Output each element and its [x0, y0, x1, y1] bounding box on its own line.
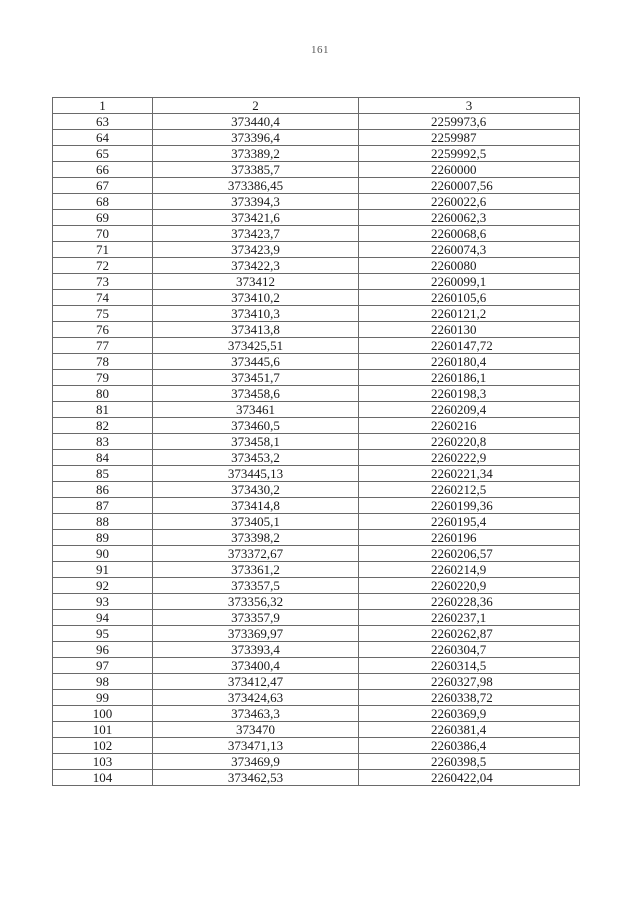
table-row — [53, 754, 580, 770]
table-row — [53, 498, 580, 514]
point-number-cell: 88 — [53, 514, 153, 530]
x-coordinate-cell: 373405,1 — [153, 514, 359, 530]
table-row — [53, 546, 580, 562]
x-coordinate-cell: 373398,2 — [153, 530, 359, 546]
table-row — [53, 226, 580, 242]
y-coordinate-cell: 2260000 — [359, 162, 580, 178]
point-number-cell: 86 — [53, 482, 153, 498]
y-coordinate-cell: 2260206,57 — [359, 546, 580, 562]
table-row — [53, 674, 580, 690]
table-row — [53, 130, 580, 146]
y-coordinate-cell: 2260220,8 — [359, 434, 580, 450]
point-number-cell: 69 — [53, 210, 153, 226]
y-coordinate-cell: 2260022,6 — [359, 194, 580, 210]
column-header-x: 2 — [153, 98, 359, 114]
y-coordinate-cell: 2260186,1 — [359, 370, 580, 386]
x-coordinate-cell: 373369,97 — [153, 626, 359, 642]
x-coordinate-cell: 373394,3 — [153, 194, 359, 210]
point-number-cell: 97 — [53, 658, 153, 674]
x-coordinate-cell: 373389,2 — [153, 146, 359, 162]
x-coordinate-cell: 373469,9 — [153, 754, 359, 770]
x-coordinate-cell: 373400,4 — [153, 658, 359, 674]
y-coordinate-cell: 2260369,9 — [359, 706, 580, 722]
y-coordinate-cell: 2260212,5 — [359, 482, 580, 498]
point-number-cell: 84 — [53, 450, 153, 466]
x-coordinate-cell: 373425,51 — [153, 338, 359, 354]
point-number-cell: 92 — [53, 578, 153, 594]
y-coordinate-cell: 2260074,3 — [359, 242, 580, 258]
x-coordinate-cell: 373462,53 — [153, 770, 359, 786]
table-row — [53, 418, 580, 434]
y-coordinate-cell: 2260121,2 — [359, 306, 580, 322]
y-coordinate-cell: 2260314,5 — [359, 658, 580, 674]
x-coordinate-cell: 373423,9 — [153, 242, 359, 258]
x-coordinate-cell: 373414,8 — [153, 498, 359, 514]
point-number-cell: 64 — [53, 130, 153, 146]
y-coordinate-cell: 2260338,72 — [359, 690, 580, 706]
x-coordinate-cell: 373430,2 — [153, 482, 359, 498]
point-number-cell: 77 — [53, 338, 153, 354]
point-number-cell: 99 — [53, 690, 153, 706]
point-number-cell: 96 — [53, 642, 153, 658]
table-row — [53, 594, 580, 610]
point-number-cell: 98 — [53, 674, 153, 690]
x-coordinate-cell: 373356,32 — [153, 594, 359, 610]
y-coordinate-cell: 2260105,6 — [359, 290, 580, 306]
y-coordinate-cell: 2260199,36 — [359, 498, 580, 514]
point-number-cell: 89 — [53, 530, 153, 546]
x-coordinate-cell: 373423,7 — [153, 226, 359, 242]
table-row — [53, 290, 580, 306]
table-body — [53, 114, 580, 786]
y-coordinate-cell: 2259973,6 — [359, 114, 580, 130]
y-coordinate-cell: 2260228,36 — [359, 594, 580, 610]
table-row — [53, 402, 580, 418]
point-number-cell: 93 — [53, 594, 153, 610]
table-row — [53, 354, 580, 370]
y-coordinate-cell: 2260216 — [359, 418, 580, 434]
table-row — [53, 450, 580, 466]
table-row — [53, 658, 580, 674]
point-number-cell: 82 — [53, 418, 153, 434]
point-number-cell: 78 — [53, 354, 153, 370]
point-number-cell: 91 — [53, 562, 153, 578]
x-coordinate-cell: 373451,7 — [153, 370, 359, 386]
table-row — [53, 738, 580, 754]
x-coordinate-cell: 373412,47 — [153, 674, 359, 690]
x-coordinate-cell: 373471,13 — [153, 738, 359, 754]
y-coordinate-cell: 2260381,4 — [359, 722, 580, 738]
y-coordinate-cell: 2259992,5 — [359, 146, 580, 162]
table-row — [53, 210, 580, 226]
table-row — [53, 578, 580, 594]
column-header-y: 3 — [359, 98, 580, 114]
point-number-cell: 90 — [53, 546, 153, 562]
y-coordinate-cell: 2260422,04 — [359, 770, 580, 786]
x-coordinate-cell: 373386,45 — [153, 178, 359, 194]
point-number-cell: 83 — [53, 434, 153, 450]
x-coordinate-cell: 373440,4 — [153, 114, 359, 130]
y-coordinate-cell: 2260237,1 — [359, 610, 580, 626]
table-row — [53, 194, 580, 210]
x-coordinate-cell: 373461 — [153, 402, 359, 418]
y-coordinate-cell: 2260221,34 — [359, 466, 580, 482]
y-coordinate-cell: 2260196 — [359, 530, 580, 546]
y-coordinate-cell: 2260222,9 — [359, 450, 580, 466]
table-row — [53, 482, 580, 498]
point-number-cell: 73 — [53, 274, 153, 290]
y-coordinate-cell: 2260080 — [359, 258, 580, 274]
table-row — [53, 514, 580, 530]
x-coordinate-cell: 373361,2 — [153, 562, 359, 578]
x-coordinate-cell: 373422,3 — [153, 258, 359, 274]
table-row — [53, 146, 580, 162]
point-number-cell: 75 — [53, 306, 153, 322]
page-number: 161 — [311, 44, 329, 56]
x-coordinate-cell: 373453,2 — [153, 450, 359, 466]
point-number-cell: 95 — [53, 626, 153, 642]
y-coordinate-cell: 2260062,3 — [359, 210, 580, 226]
y-coordinate-cell: 2260099,1 — [359, 274, 580, 290]
table-row — [53, 370, 580, 386]
x-coordinate-cell: 373445,6 — [153, 354, 359, 370]
table-row — [53, 178, 580, 194]
point-number-cell: 72 — [53, 258, 153, 274]
table-row — [53, 162, 580, 178]
y-coordinate-cell: 2260195,4 — [359, 514, 580, 530]
x-coordinate-cell: 373470 — [153, 722, 359, 738]
table-row — [53, 642, 580, 658]
point-number-cell: 101 — [53, 722, 153, 738]
y-coordinate-cell: 2260130 — [359, 322, 580, 338]
point-number-cell: 102 — [53, 738, 153, 754]
table-row — [53, 610, 580, 626]
point-number-cell: 65 — [53, 146, 153, 162]
point-number-cell: 71 — [53, 242, 153, 258]
x-coordinate-cell: 373393,4 — [153, 642, 359, 658]
x-coordinate-cell: 373445,13 — [153, 466, 359, 482]
y-coordinate-cell: 2260398,5 — [359, 754, 580, 770]
x-coordinate-cell: 373413,8 — [153, 322, 359, 338]
table-row — [53, 338, 580, 354]
x-coordinate-cell: 373412 — [153, 274, 359, 290]
table-row — [53, 626, 580, 642]
x-coordinate-cell: 373460,5 — [153, 418, 359, 434]
y-coordinate-cell: 2260147,72 — [359, 338, 580, 354]
table-row — [53, 322, 580, 338]
y-coordinate-cell: 2260220,9 — [359, 578, 580, 594]
y-coordinate-cell: 2260304,7 — [359, 642, 580, 658]
table-row — [53, 690, 580, 706]
table-row — [53, 562, 580, 578]
point-number-cell: 66 — [53, 162, 153, 178]
x-coordinate-cell: 373463,3 — [153, 706, 359, 722]
y-coordinate-cell: 2260214,9 — [359, 562, 580, 578]
y-coordinate-cell: 2260209,4 — [359, 402, 580, 418]
y-coordinate-cell: 2259987 — [359, 130, 580, 146]
table-header-row — [53, 98, 580, 114]
point-number-cell: 94 — [53, 610, 153, 626]
point-number-cell: 76 — [53, 322, 153, 338]
table-row — [53, 386, 580, 402]
point-number-cell: 68 — [53, 194, 153, 210]
x-coordinate-cell: 373410,3 — [153, 306, 359, 322]
point-number-cell: 79 — [53, 370, 153, 386]
table-row — [53, 258, 580, 274]
y-coordinate-cell: 2260068,6 — [359, 226, 580, 242]
table-row — [53, 466, 580, 482]
table-row — [53, 114, 580, 130]
point-number-cell: 87 — [53, 498, 153, 514]
table-row — [53, 274, 580, 290]
table-row — [53, 722, 580, 738]
x-coordinate-cell: 373385,7 — [153, 162, 359, 178]
table-row — [53, 706, 580, 722]
x-coordinate-cell: 373410,2 — [153, 290, 359, 306]
table-row — [53, 242, 580, 258]
x-coordinate-cell: 373357,9 — [153, 610, 359, 626]
point-number-cell: 63 — [53, 114, 153, 130]
x-coordinate-cell: 373421,6 — [153, 210, 359, 226]
point-number-cell: 80 — [53, 386, 153, 402]
y-coordinate-cell: 2260262,87 — [359, 626, 580, 642]
table-row — [53, 434, 580, 450]
point-number-cell: 81 — [53, 402, 153, 418]
point-number-cell: 70 — [53, 226, 153, 242]
point-number-cell: 74 — [53, 290, 153, 306]
coordinates-table — [52, 97, 580, 786]
x-coordinate-cell: 373424,63 — [153, 690, 359, 706]
table-row — [53, 770, 580, 786]
y-coordinate-cell: 2260007,56 — [359, 178, 580, 194]
x-coordinate-cell: 373372,67 — [153, 546, 359, 562]
y-coordinate-cell: 2260198,3 — [359, 386, 580, 402]
y-coordinate-cell: 2260386,4 — [359, 738, 580, 754]
point-number-cell: 103 — [53, 754, 153, 770]
y-coordinate-cell: 2260180,4 — [359, 354, 580, 370]
y-coordinate-cell: 2260327,98 — [359, 674, 580, 690]
point-number-cell: 104 — [53, 770, 153, 786]
x-coordinate-cell: 373396,4 — [153, 130, 359, 146]
point-number-cell: 100 — [53, 706, 153, 722]
table-row — [53, 306, 580, 322]
x-coordinate-cell: 373458,6 — [153, 386, 359, 402]
table-row — [53, 530, 580, 546]
x-coordinate-cell: 373458,1 — [153, 434, 359, 450]
column-header-number: 1 — [53, 98, 153, 114]
x-coordinate-cell: 373357,5 — [153, 578, 359, 594]
point-number-cell: 85 — [53, 466, 153, 482]
point-number-cell: 67 — [53, 178, 153, 194]
